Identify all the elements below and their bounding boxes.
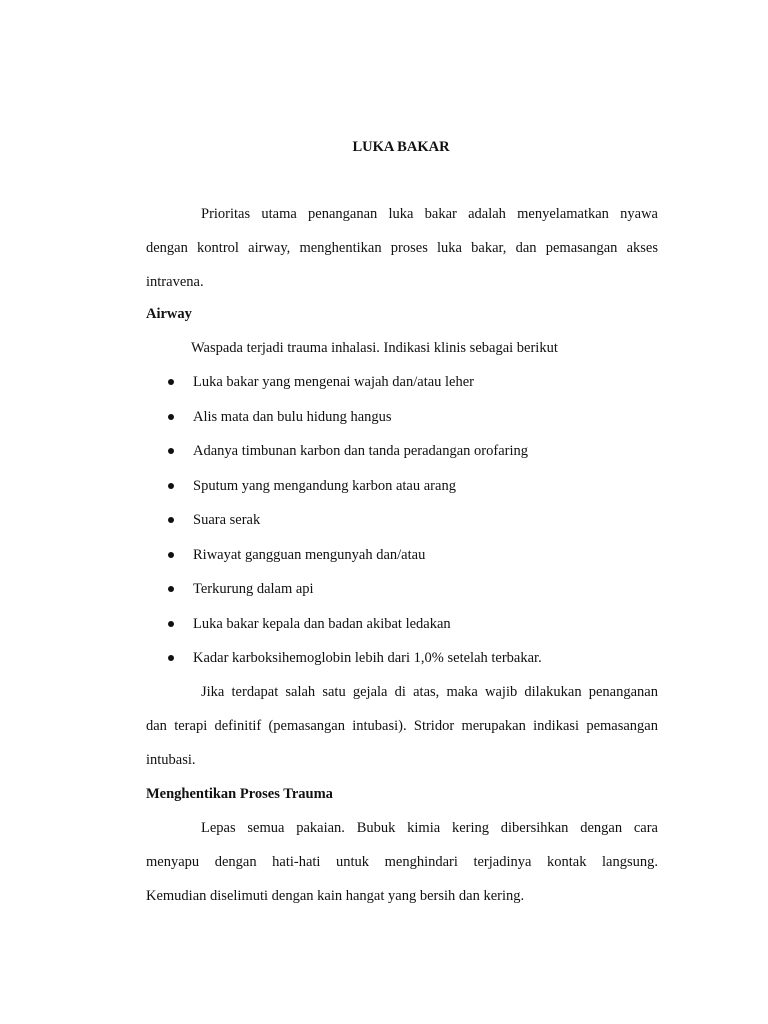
list-item-text: Luka bakar yang mengenai wajah dan/atau leher [193,374,475,390]
bullet-icon [168,483,174,489]
list-item-text: Luka bakar kepala dan badan akibat ledakan [193,616,451,632]
list-item-text: Terkurung dalam api [193,581,314,597]
bullet-icon [168,655,174,661]
list-item-text: Riwayat gangguan mengunyah dan/atau [193,547,426,563]
airway-lead-text: Waspada terjadi trauma inhalasi. Indikasi klinis sebagai berikut [191,340,558,356]
section-heading-airway: Airway [146,306,192,322]
airway-followup-line-3: intubasi. [146,752,196,768]
bullet-icon [168,414,174,420]
intro-line-2: dengan kontrol airway, menghentikan proses luka bakar, dan pemasangan akses [146,240,658,256]
section-heading-trauma: Menghentikan Proses Trauma [146,786,333,802]
bullet-icon [168,586,174,592]
bullet-icon [168,621,174,627]
list-item-text: Kadar karboksihemoglobin lebih dari 1,0% setelah terbakar. [193,650,542,666]
list-item-text: Suara serak [193,512,261,528]
trauma-line-1: Lepas semua pakaian. Bubuk kimia kering dibersihkan dengan cara [201,820,658,836]
list-item-text: Adanya timbunan karbon dan tanda peradangan orofaring [193,443,528,459]
bullet-icon [168,552,174,558]
bullet-icon [168,379,174,385]
intro-line-3: intravena. [146,274,204,290]
page-title: LUKA BAKAR [352,139,450,155]
list-item-text: Alis mata dan bulu hidung hangus [193,409,392,425]
airway-followup-line-2: dan terapi definitif (pemasangan intubasi). Stridor merupakan indikasi pemasangan [146,718,658,734]
bullet-icon [168,448,174,454]
trauma-line-2: menyapu dengan hati-hati untuk menghindari terjadinya kontak langsung. [146,854,658,870]
intro-line-1: Prioritas utama penanganan luka bakar adalah menyelamatkan nyawa [201,206,658,222]
airway-followup-line-1: Jika terdapat salah satu gejala di atas, maka wajib dilakukan penanganan [201,684,658,700]
list-item-text: Sputum yang mengandung karbon atau arang [193,478,456,494]
bullet-icon [168,517,174,523]
trauma-line-3: Kemudian diselimuti dengan kain hangat yang bersih dan kering. [146,888,525,904]
